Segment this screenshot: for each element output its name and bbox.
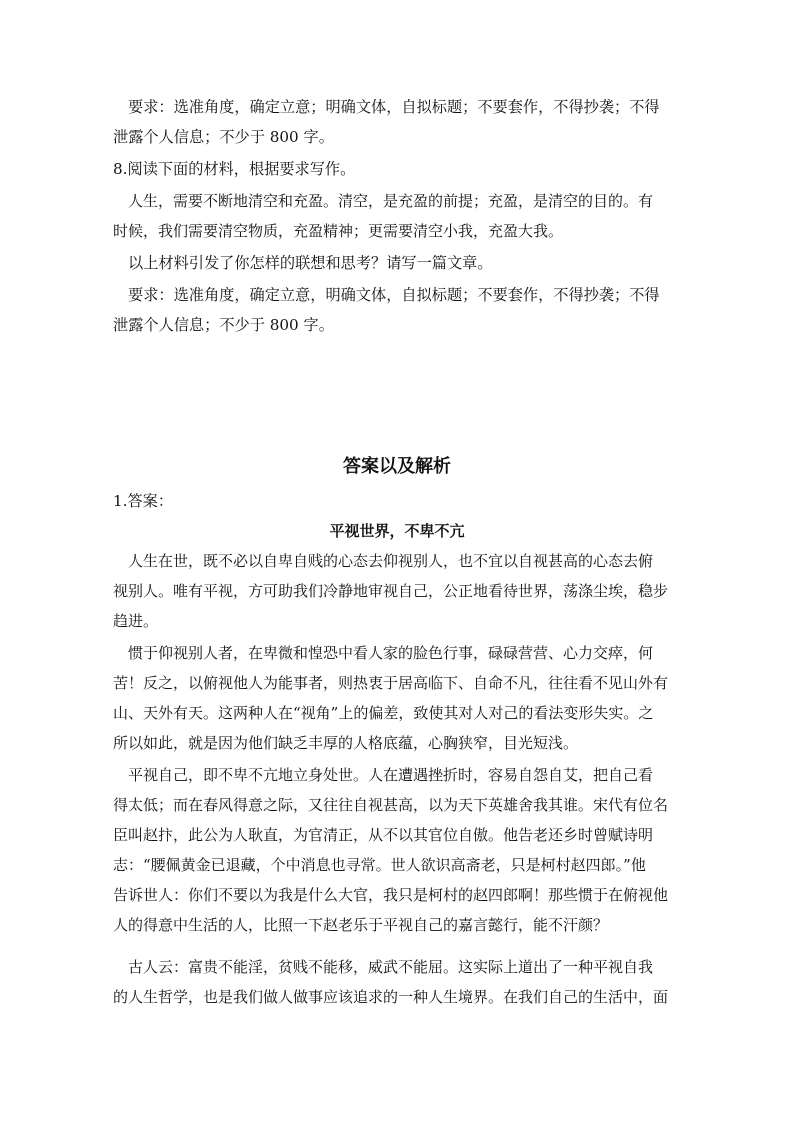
q8-requirement-line-1: 要求：选准角度，确定立意，明确文体，自拟标题；不要套作，不得抄袭；不得 [128,286,660,304]
q7-requirement-line-1: 要求：选准角度，确定立意；明确文体，自拟标题；不要套作，不得抄袭；不得 [128,98,660,116]
question-8-intro: 8.阅读下面的材料，根据要求写作。 [113,160,356,178]
answer-1-label: 1.答案： [113,492,174,510]
essay-line: 志：“腰佩黄金已退藏，个中消息也寻常。世人欲识高斋老，只是柯村赵四郎。”他 [113,856,646,874]
essay-line: 人的得意中生活的人，比照一下赵老乐于平视自己的嘉言懿行，能不汗颜？ [113,916,609,934]
essay-line: 臣叫赵抃，此公为人耿直，为官清正，从不以其官位自傲。他告老还乡时曾赋诗明 [113,826,654,844]
essay-line: 趋进。 [113,612,159,630]
essay-line: 惯于仰视别人者，在卑微和惶恐中看人家的脸色行事，碌碌营营、心力交瘁，何 [128,644,654,662]
q7-requirement-line-2: 泄露个人信息；不少于 800 字。 [113,128,334,146]
q8-prompt: 以上材料引发了你怎样的联想和思考？请写一篇文章。 [128,254,493,272]
q8-material-line-1: 人生，需要不断地清空和充盈。清空，是充盈的前提；充盈，是清空的目的。有 [128,192,654,210]
q8-material-line-2: 时候，我们需要清空物质，充盈精神；更需要清空小我，充盈大我。 [113,222,564,240]
essay-title: 平视世界，不卑不亢 [329,522,465,540]
essay-line: 古人云：富贵不能淫，贫贱不能移，威武不能屈。这实际上道出了一种平视自我 [128,958,654,976]
essay-line: 得太低；而在春风得意之际，又往往自视甚高，以为天下英雄舍我其谁。宋代有位名 [113,796,669,814]
essay-line: 的人生哲学，也是我们做人做事应该追求的一种人生境界。在我们自己的生活中，面 [113,988,669,1006]
essay-line: 山、天外有天。这两种人在“视角”上的偏差，致使其对人对己的看法变形失实。之 [113,704,654,722]
essay-line: 视别人。唯有平视，方可助我们冷静地审视自己，公正地看待世界，荡涤尘埃，稳步 [113,582,669,600]
answers-heading: 答案以及解析 [343,456,451,476]
q8-requirement-line-2: 泄露个人信息；不少于 800 字。 [113,316,334,334]
essay-line: 所以如此，就是因为他们缺乏丰厚的人格底蕴，心胸狭窄，目光短浅。 [113,734,579,752]
essay-line: 平视自己，即不卑不亢地立身处世。人在遭遇挫折时，容易自怨自艾，把自己看 [128,766,654,784]
essay-line: 告诉世人：你们不要以为我是什么大官，我只是柯村的赵四郎啊！那些惯于在俯视他 [113,886,669,904]
essay-line: 人生在世，既不必以自卑自贱的心态去仰视别人，也不宜以自视甚高的心态去俯 [128,552,654,570]
essay-line: 苦！反之，以俯视他人为能事者，则热衷于居高临下、自命不凡，往往看不见山外有 [113,674,669,692]
